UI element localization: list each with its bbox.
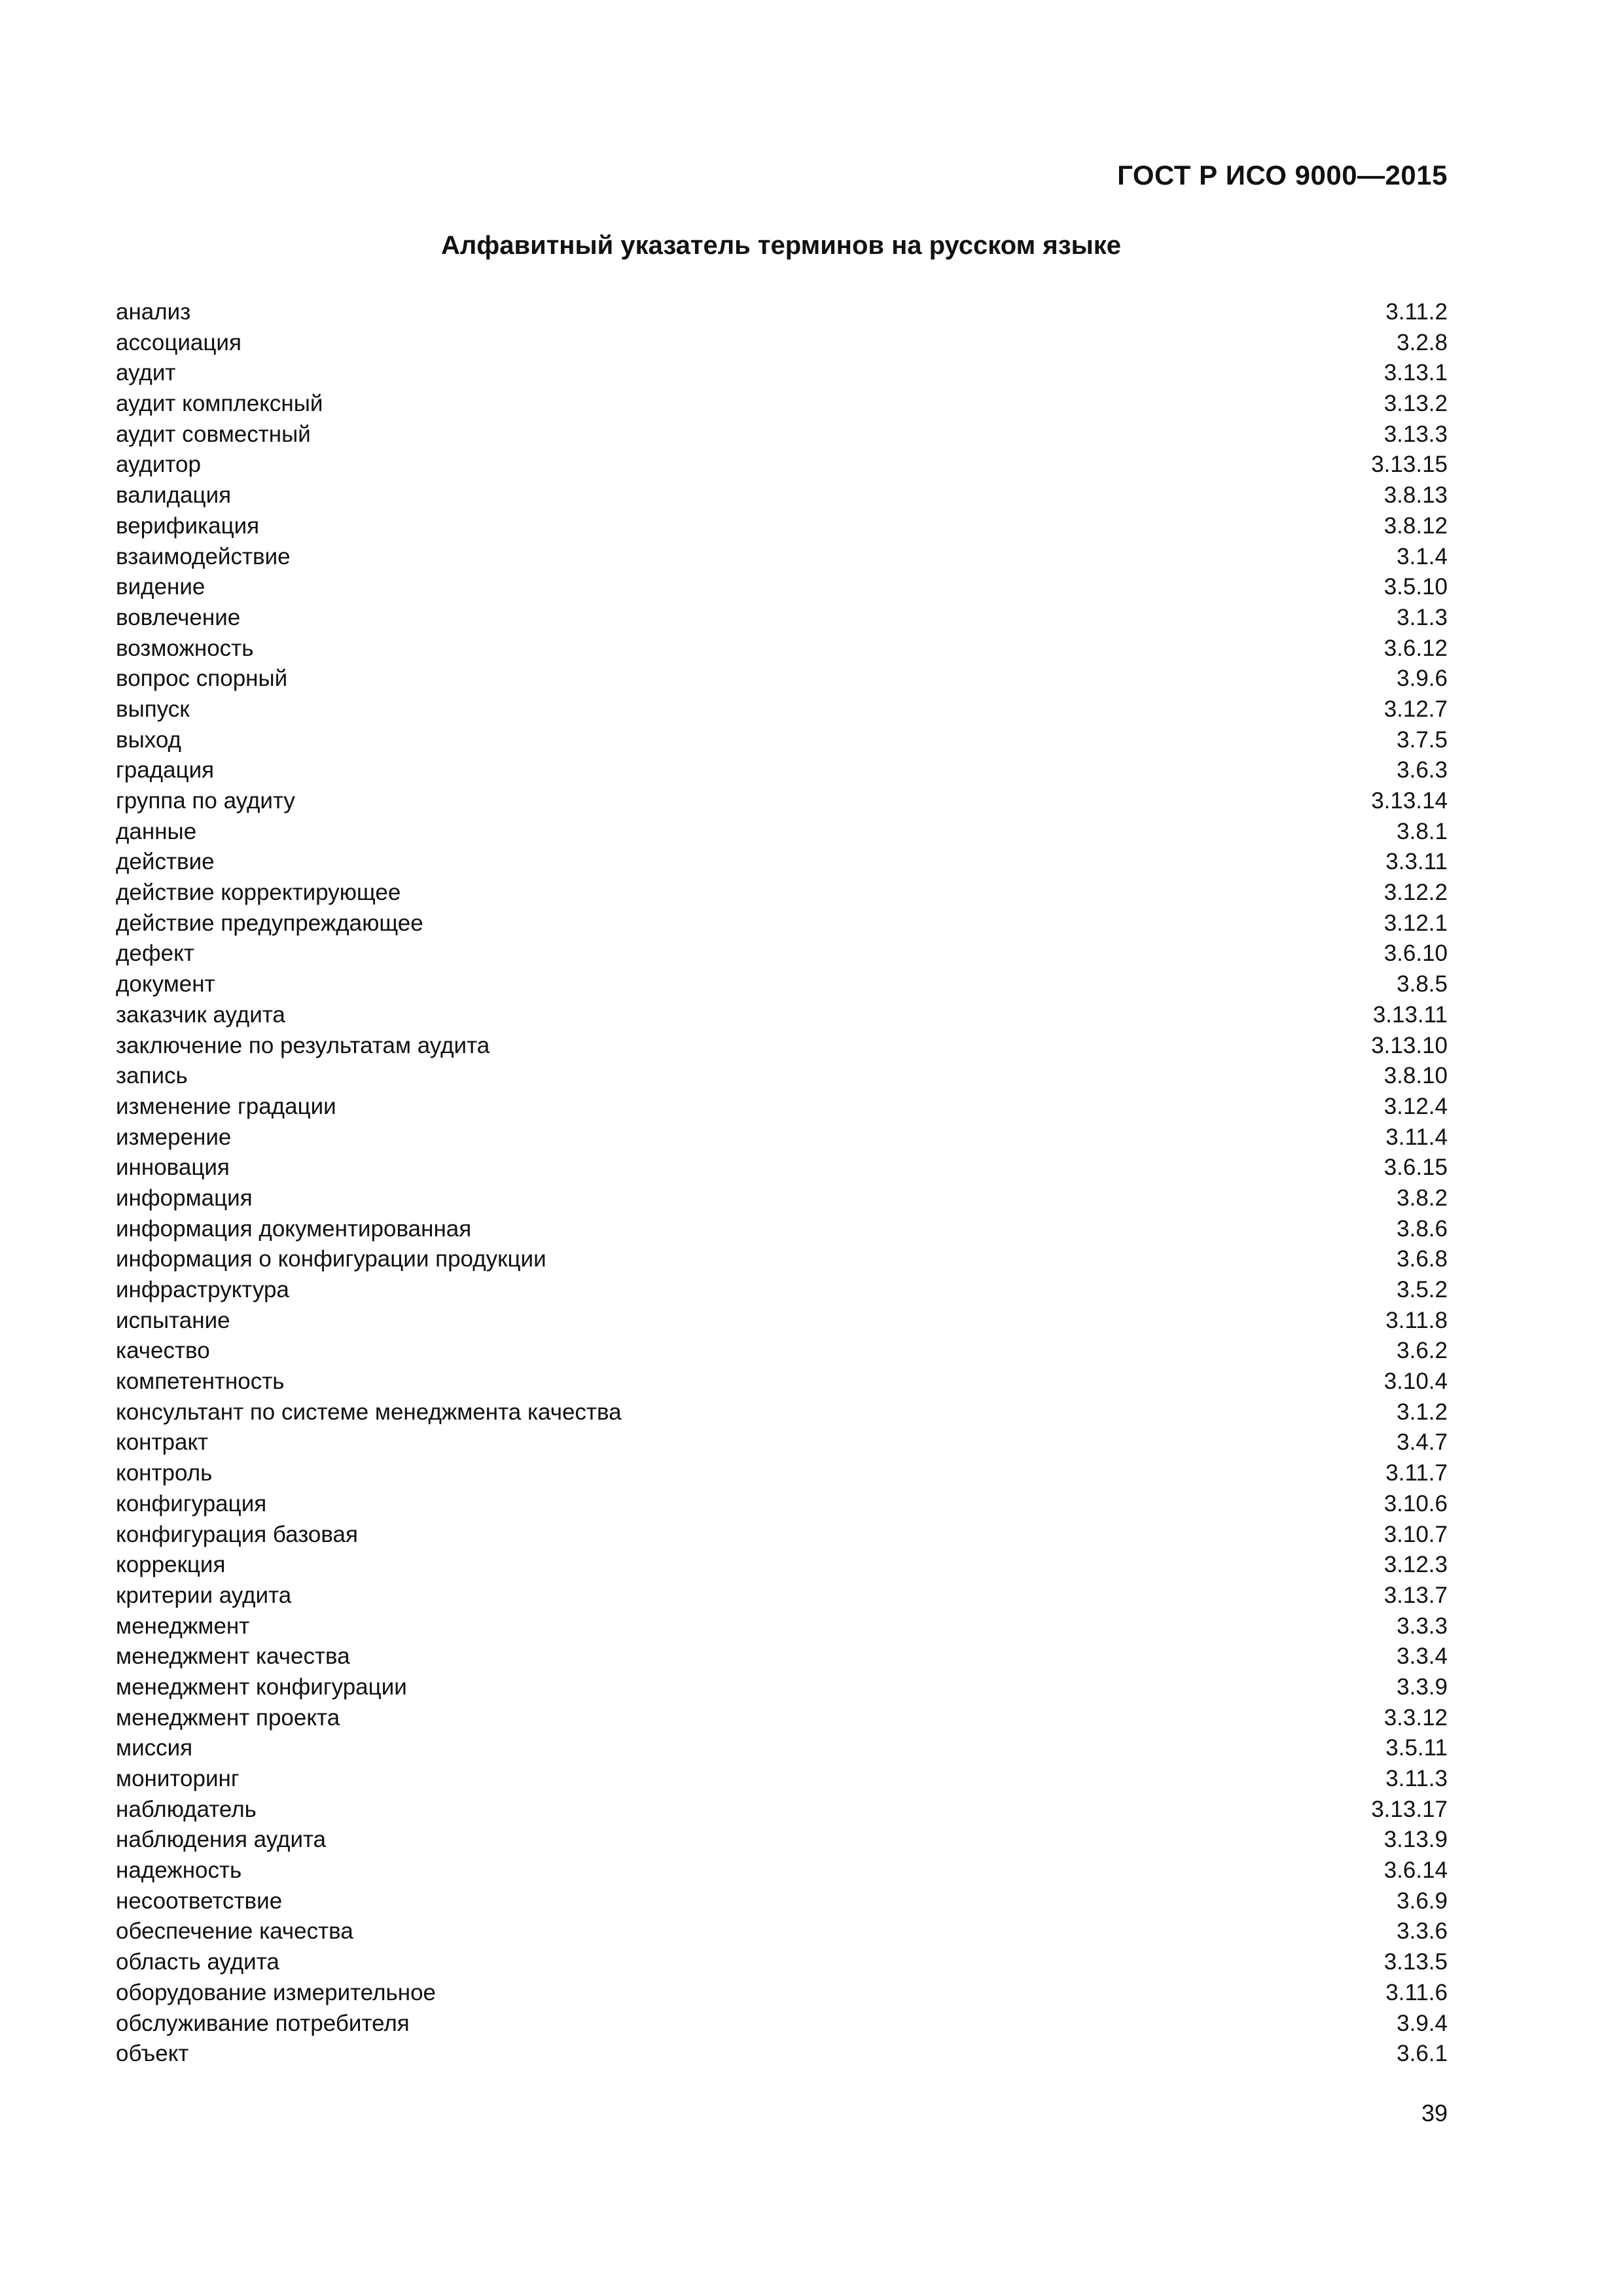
index-term: действие [116,849,215,875]
index-section-ref: 3.4.7 [1397,1429,1448,1456]
index-term: качество [116,1338,210,1364]
index-entry [116,1520,1448,1551]
index-term: информация документированная [116,1215,472,1242]
index-entry [116,1183,1448,1214]
index-term: контроль [116,1460,213,1486]
index-entry [116,817,1448,848]
index-entry [116,969,1448,1000]
index-section-ref: 3.13.9 [1383,1827,1448,1853]
index-section-ref: 3.11.8 [1385,1307,1448,1333]
index-entry [116,1306,1448,1336]
index-section-ref: 3.6.15 [1383,1155,1448,1181]
index-entry [116,664,1448,694]
index-entry [116,1000,1448,1031]
index-term: инновация [116,1155,230,1181]
index-entry [116,1336,1448,1367]
index-section-ref: 3.11.6 [1385,1979,1448,2005]
index-term: наблюдения аудита [116,1827,327,1853]
index-section-ref: 3.12.4 [1383,1093,1448,1119]
index-entry [116,389,1448,420]
index-section-ref: 3.8.5 [1397,971,1448,997]
index-entry [116,1611,1448,1642]
index-section-ref: 3.11.2 [1385,299,1448,325]
index-term: группа по аудиту [116,788,295,814]
index-term: вовлечение [116,604,241,630]
index-term: компетентность [116,1369,285,1395]
index-section-ref: 3.8.2 [1397,1185,1448,1211]
index-entry [116,2009,1448,2039]
index-section-ref: 3.6.2 [1397,1338,1448,1364]
index-entry [116,1489,1448,1520]
index-term: аудит комплексный [116,391,323,417]
index-section-ref: 3.3.9 [1397,1674,1448,1700]
index-entry [116,1764,1448,1795]
index-entry [116,480,1448,511]
index-term: объект [116,2041,189,2067]
index-term: заключение по результатам аудита [116,1032,490,1058]
index-section-ref: 3.10.4 [1383,1369,1448,1395]
index-entry [116,1916,1448,1947]
index-term: взаимодействие [116,543,291,569]
index-section-ref: 3.13.11 [1372,1001,1448,1028]
index-section-ref: 3.13.17 [1371,1796,1448,1822]
index-entry [116,1122,1448,1153]
index-section-ref: 3.6.9 [1397,1888,1448,1914]
index-section-ref: 3.6.3 [1397,757,1448,783]
index-section-ref: 3.3.3 [1397,1613,1448,1639]
index-term: коррекция [116,1552,226,1578]
index-entry [116,572,1448,603]
index-entry [116,1031,1448,1062]
index-section-ref: 3.13.3 [1383,421,1448,447]
index-term: видение [116,574,205,600]
index-term: несоответствие [116,1888,283,1914]
index-term: обслуживание потребителя [116,2010,410,2036]
index-section-ref: 3.6.12 [1383,635,1448,661]
page-number: 39 [1421,2100,1448,2126]
index-section-ref: 3.6.1 [1397,2041,1448,2067]
term-index-list [116,297,1448,2070]
index-section-ref: 3.9.6 [1397,666,1448,692]
index-term: аудит совместный [116,421,311,447]
index-term: контракт [116,1429,209,1456]
index-section-ref: 3.11.7 [1385,1460,1448,1486]
index-term: выпуск [116,696,190,722]
index-term: документ [116,971,215,997]
index-entry [116,1672,1448,1703]
index-term: анализ [116,299,191,325]
index-section-ref: 3.13.10 [1371,1032,1448,1058]
index-entry [116,1581,1448,1611]
index-term: испытание [116,1307,230,1333]
index-section-ref: 3.11.3 [1385,1766,1448,1791]
index-entry [116,1275,1448,1306]
document-code-header: ГОСТ Р ИСО 9000—2015 [1117,160,1448,190]
index-entry [116,1703,1448,1734]
index-entry [116,450,1448,480]
index-entry [116,1458,1448,1489]
index-section-ref: 3.10.6 [1383,1490,1448,1516]
index-term: мониторинг [116,1766,240,1791]
index-term: менеджмент проекта [116,1704,340,1731]
index-term: менеджмент качества [116,1643,350,1670]
index-term: менеджмент конфигурации [116,1674,407,1700]
index-entry [116,786,1448,817]
index-entry [116,1367,1448,1397]
index-entry [116,1886,1448,1917]
index-section-ref: 3.13.2 [1383,391,1448,417]
index-section-ref: 3.8.10 [1383,1063,1448,1089]
index-section-ref: 3.1.2 [1397,1399,1448,1425]
index-entry [116,297,1448,328]
index-term: конфигурация [116,1490,267,1516]
index-term: возможность [116,635,254,661]
index-entry [116,1214,1448,1245]
index-section-ref: 3.12.7 [1383,696,1448,722]
index-entry [116,1061,1448,1092]
index-term: миссия [116,1735,193,1761]
index-term: консультант по системе менеджмента качества [116,1399,622,1425]
index-section-ref: 3.3.6 [1397,1918,1448,1945]
index-entry [116,908,1448,939]
index-term: информация о конфигурации продукции [116,1246,546,1272]
index-entry [116,511,1448,542]
index-entry [116,1092,1448,1122]
index-title: Алфавитный указатель терминов на русском языке [440,231,1122,260]
index-term: действие предупреждающее [116,910,423,936]
index-entry [116,328,1448,359]
index-entry [116,1427,1448,1458]
index-section-ref: 3.9.4 [1397,2010,1448,2036]
index-entry [116,1244,1448,1275]
index-section-ref: 3.8.1 [1397,818,1448,844]
index-entry [116,1550,1448,1581]
index-entry [116,694,1448,725]
index-term: аудитор [116,452,201,478]
index-entry [116,1825,1448,1856]
index-term: конфигурация базовая [116,1521,358,1547]
index-section-ref: 3.6.8 [1397,1246,1448,1272]
index-entry [116,1733,1448,1764]
index-section-ref: 3.8.6 [1397,1215,1448,1242]
index-entry [116,725,1448,756]
index-term: надежность [116,1857,242,1884]
index-term: выход [116,726,181,753]
index-section-ref: 3.8.12 [1383,512,1448,539]
index-section-ref: 3.6.14 [1383,1857,1448,1884]
index-entry [116,1641,1448,1672]
index-entry [116,1947,1448,1978]
index-term: измерение [116,1124,232,1150]
index-term: менеджмент [116,1613,250,1639]
index-entry [116,1856,1448,1886]
index-section-ref: 3.8.13 [1383,482,1448,509]
index-entry [116,634,1448,664]
index-term: область аудита [116,1949,279,1975]
index-section-ref: 3.3.11 [1385,849,1448,875]
index-section-ref: 3.2.8 [1397,329,1448,355]
index-entry [116,420,1448,450]
index-section-ref: 3.13.1 [1383,360,1448,386]
index-term: вопрос спорный [116,666,288,692]
index-term: дефект [116,941,194,967]
index-entry [116,358,1448,389]
index-section-ref: 3.10.7 [1383,1521,1448,1547]
index-section-ref: 3.7.5 [1397,726,1448,753]
index-term: изменение градации [116,1093,336,1119]
index-section-ref: 3.13.15 [1371,452,1448,478]
index-entry [116,847,1448,878]
index-term: данные [116,818,197,844]
index-term: наблюдатель [116,1796,257,1822]
index-section-ref: 3.6.10 [1383,941,1448,967]
index-term: информация [116,1185,253,1211]
index-section-ref: 3.12.2 [1383,880,1448,906]
index-entry [116,1153,1448,1183]
index-section-ref: 3.1.4 [1397,543,1448,569]
index-term: оборудование измерительное [116,1979,437,2005]
index-entry [116,878,1448,908]
index-term: аудит [116,360,176,386]
index-term: обеспечение качества [116,1918,353,1945]
index-entry [116,1978,1448,2009]
index-section-ref: 3.3.4 [1397,1643,1448,1670]
index-term: валидация [116,482,232,509]
index-entry [116,2039,1448,2070]
index-section-ref: 3.12.1 [1383,910,1448,936]
index-term: ассоциация [116,329,241,355]
index-term: инфраструктура [116,1277,289,1302]
index-entry [116,1397,1448,1428]
index-section-ref: 3.1.3 [1397,604,1448,630]
index-section-ref: 3.13.5 [1383,1949,1448,1975]
index-term: верификация [116,512,260,539]
index-section-ref: 3.5.10 [1383,574,1448,600]
index-section-ref: 3.11.4 [1385,1124,1448,1150]
index-term: градация [116,757,215,783]
index-section-ref: 3.12.3 [1383,1552,1448,1578]
index-term: критерии аудита [116,1582,292,1608]
index-section-ref: 3.5.2 [1397,1277,1448,1302]
index-entry [116,1795,1448,1825]
index-entry [116,755,1448,786]
index-section-ref: 3.5.11 [1385,1735,1448,1761]
index-entry [116,939,1448,969]
index-term: заказчик аудита [116,1001,285,1028]
index-section-ref: 3.13.14 [1371,788,1448,814]
index-term: запись [116,1063,188,1089]
index-term: действие корректирующее [116,880,401,906]
index-entry [116,603,1448,634]
index-section-ref: 3.13.7 [1383,1582,1448,1608]
index-entry [116,542,1448,573]
index-section-ref: 3.3.12 [1383,1704,1448,1731]
